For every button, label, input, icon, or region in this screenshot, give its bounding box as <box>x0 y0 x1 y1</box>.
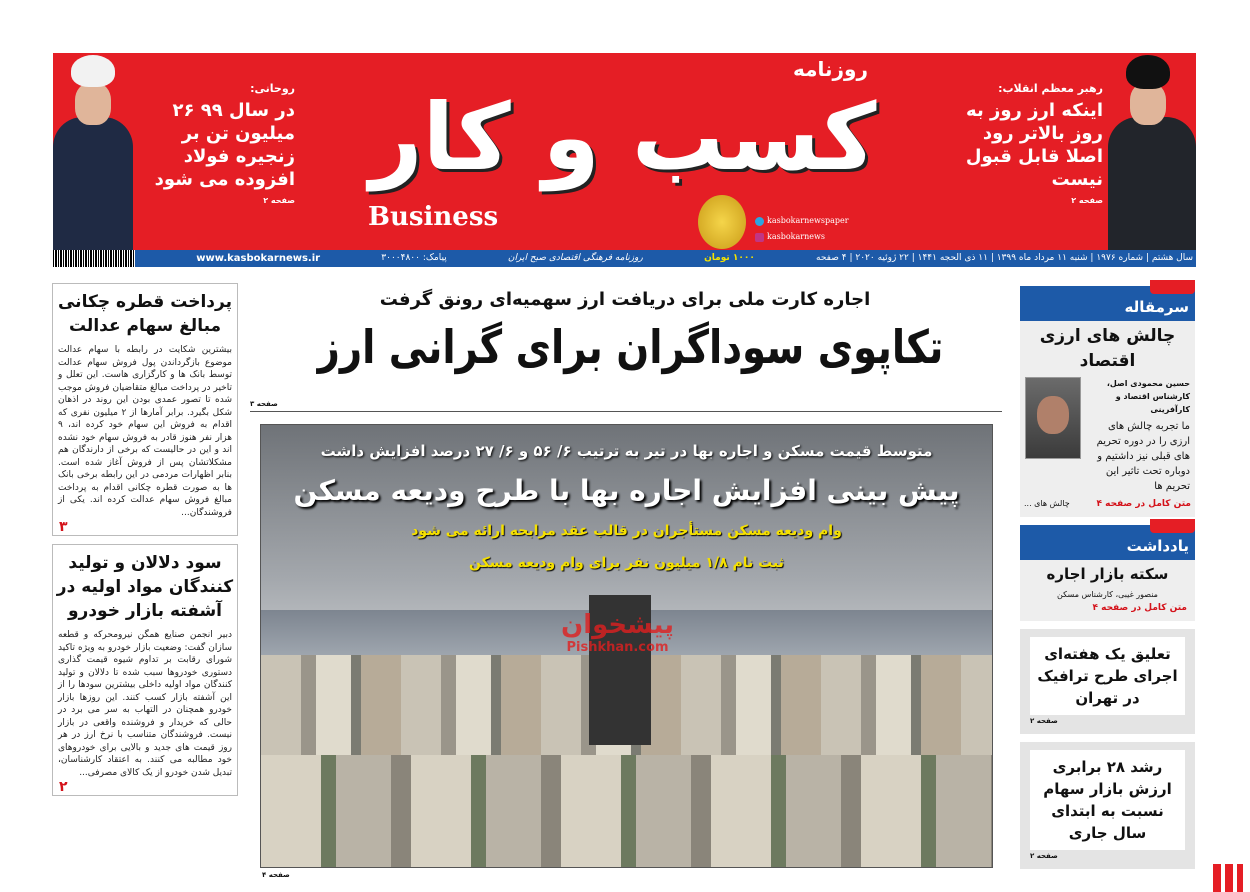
newspaper-logo: کسب و کار <box>369 84 877 191</box>
photo-line-1: وام ودیعه مسکن مستأجران در قالب عقد مرابحه ارائه می شود <box>411 523 842 539</box>
tagline: روزنامه فرهنگی اقتصادی صبح ایران <box>507 253 643 263</box>
sms-number: پیامک: ۳۰۰۰۴۸۰۰ <box>381 253 447 263</box>
photo-line-2: ثبت نام ۱/۸ میلیون نفر برای وام ودیعه مسکن <box>469 555 784 571</box>
lead-left-page: صفحه ۲ <box>263 196 295 205</box>
main-photo[interactable] <box>260 424 993 868</box>
telegram-text: kasbokarnewspaper <box>767 216 849 225</box>
issue-info: سال هشتم | شماره ۱۹۷۶ | شنبه ۱۱ مرداد ماه ۱۳۹۹ | ۱۱ ذی الحجه ۱۴۴۱ | ۲۲ ژوئیه ۲۰۲۰ | ۴ صفحه <box>816 253 1193 263</box>
website-link[interactable]: www.kasbokarnews.ir <box>196 253 321 264</box>
side-box-text: رشد ۲۸ برابری ارزش بازار سهام نسبت به ابتدای سال جاری <box>1030 750 1185 850</box>
logo-english: Business <box>368 202 499 232</box>
instagram-text: kasbokarnews <box>767 232 825 241</box>
main-headline[interactable] <box>245 318 1015 378</box>
editorial-author: حسین محمودی اصل، کارشناس اقتصاد و کارآفرینی <box>1106 379 1190 414</box>
author-photo <box>1025 377 1081 459</box>
side-box-traffic[interactable] <box>1020 629 1195 734</box>
article-justice-shares[interactable] <box>52 283 238 536</box>
photo-subtitle: متوسط قیمت مسکن و اجاره بها در تیر به ترتیب ۶/ ۵۶ و ۶/ ۲۷ درصد افزایش داشت <box>320 442 933 460</box>
instagram-handle <box>755 231 825 243</box>
note-title: سکته بازار اجاره <box>1046 565 1169 583</box>
main-kicker: اجاره کارت ملی برای دریافت ارز سهمیه‌ای رونق گرفت <box>379 289 871 310</box>
corner-mark <box>1213 864 1243 892</box>
telegram-handle <box>755 215 849 227</box>
page-number: ۲ <box>59 779 68 795</box>
main-headline-text: تکاپوی سوداگران برای گرانی ارز <box>317 320 943 374</box>
lead-left <box>145 81 295 207</box>
photo-page-ref: صفحه ۴ <box>262 871 290 879</box>
lead-right <box>958 81 1103 207</box>
side-box-page: صفحه ۲ <box>1030 717 1058 725</box>
lead-left-text: در سال ۹۹ ۲۶ میلیون تن بر زنجیره فولاد افزوده می شود <box>154 100 295 190</box>
gold-coin-icon <box>698 195 746 249</box>
telegram-icon <box>755 217 764 226</box>
left-column <box>52 283 238 796</box>
editorial-label: سرمقاله <box>1020 286 1195 321</box>
editorial-box[interactable] <box>1020 286 1195 517</box>
article-car-market[interactable] <box>52 544 238 796</box>
article-title: پرداخت قطره چکانی مبالغ سهام عدالت <box>57 292 232 336</box>
note-more-link[interactable]: متن کامل در صفحه ۴ <box>1092 603 1187 613</box>
note-box[interactable] <box>1020 525 1195 621</box>
article-body: بیشترین شکایت در رابطه با سهام عدالت موضوع بازگرداندن پول فروش سهام عدالت توسط بانک ها و کارگزاری هاست. این تعلل و تاخیر در پرداخت مبالغ متقاضیان فروش موجب شده تا تصور عمدی بودن این روند در اذهان شکل بگیرد. برابر آمارها از ۲ میلیون نفری که اقدام به فروش این سهام خود کرده اند، ۹ هزار نفر هنوز قادر به فروش سهام خود نشده اند و این در حالیست که برخی از دارندگان هم مشکلاتشان پس از فروش آغاز شده است. بنابر اظهارات مردمی در این رابطه برخی بانک ها به صورت قطره چکانی اقدام به پرداخت مبالغ فروش سهام عدالت کرده اند. یکی از فروشندگان... <box>58 345 232 518</box>
side-box-stock[interactable] <box>1020 742 1195 869</box>
note-author: منصور غیبی، کارشناس مسکن <box>1057 590 1158 599</box>
editorial-tail: چالش های ... <box>1024 499 1070 508</box>
lead-right-text: اینکه ارز روز به روز بالاتر رود اصلا قابل قبول نیست <box>965 100 1103 190</box>
article-body: دبیر انجمن صنایع همگن نیرومحرکه و قطعه سازان گفت: وضعیت بازار خودرو به ویژه تاکید شورای رقابت بر تداوم شیوه قیمت گذاری دستوری خودروها سبب شده تا دلالان و تولید کنندگان مواد اولیه داخلی بیشترین سودها را از این آشفته بازار کسب کنند. این روزها بازار خودرو همچنان در التهاب به سر می برد در حالی که خریدار و فروشنده واقعی در بازار نیست. فروشندگان متناسب با نرخ ارز در هر روز قیمت های جدید و بالایی برای خودروهای خود مطالبه می کنند. به اعتقاد کارشناسان، تبدیل شدن خودرو از یک کالای مصرفی... <box>58 630 232 778</box>
barcode <box>53 250 135 267</box>
info-strip <box>53 250 1196 267</box>
note-label: یادداشت <box>1020 525 1195 560</box>
watermark-text: پیشخوان <box>561 610 674 640</box>
price: ۱۰۰۰ تومان <box>704 253 755 263</box>
editorial-text <box>1086 377 1190 494</box>
lead-right-kicker: رهبر معظم انقلاب: <box>998 82 1103 95</box>
page-number: ۳ <box>59 519 68 535</box>
watermark-url: Pishkhan.com <box>566 640 669 655</box>
editorial-more-link[interactable]: متن کامل در صفحه ۴ <box>1096 499 1191 509</box>
watermark <box>561 610 674 656</box>
side-box-text: تعلیق یک هفته‌ای اجرای طرح ترافیک در تهران <box>1030 637 1185 715</box>
headline-page-ref: صفحه ۳ <box>250 400 278 408</box>
divider <box>250 411 1002 412</box>
rouhani-photo <box>53 55 133 250</box>
instagram-icon <box>755 233 764 242</box>
logo-roznameh: روزنامه <box>793 57 868 81</box>
masthead <box>53 53 1196 250</box>
right-column <box>1020 286 1195 869</box>
editorial-title: چالش های ارزی اقتصاد <box>1039 326 1176 371</box>
lead-left-kicker: روحانی: <box>250 82 295 95</box>
side-box-page: صفحه ۲ <box>1030 852 1058 860</box>
article-title: سود دلالان و تولید کنندگان مواد اولیه در آشفته بازار خودرو <box>56 553 234 621</box>
leader-photo <box>1108 55 1196 250</box>
editorial-body: ما تجربه چالش های ارزی را در دوره تحریم های قبلی نیز داشتیم و دوباره تحت تاثیر این تحریم ها <box>1096 421 1190 492</box>
photo-title: پیش بینی افزایش اجاره بها با طرح ودیعه مسکن <box>293 474 960 507</box>
lead-right-page: صفحه ۲ <box>1071 196 1103 205</box>
